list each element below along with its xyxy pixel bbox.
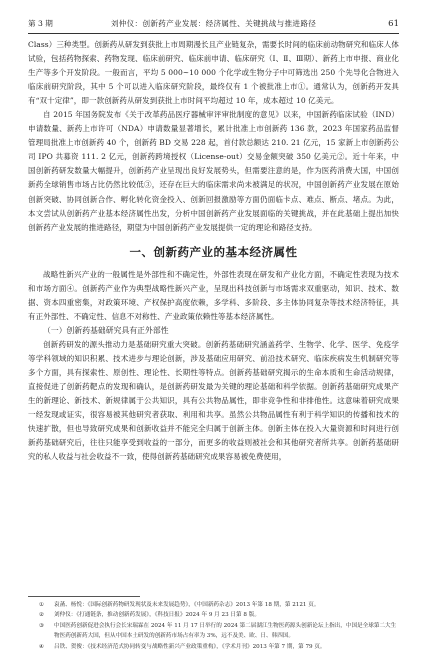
footnote-text: 刘仲仪：《打通链条，推动创新药发展》，《科技日报》2024 年 9 月 23 日第 8 版。 [54, 612, 260, 619]
subsection-heading: （一）创新药基础研究具有正外部性 [43, 325, 169, 335]
running-title: 刘仲仪：创新药产业发展：经济属性、关键挑战与推进路径 [110, 19, 317, 28]
footnotes [28, 600, 399, 652]
paragraph: Class）三种类型。创新药从研发到获批上市周期漫长且产业链复杂，需要长时间的临床前动物研究和临床人体试验，包括药物探索、药物发现、临床前研究、临床前申请、临床研究（Ⅰ、Ⅱ、Ⅲ期）、新药上市申报、商业化生产等多个开发阶段。一般而言，平均 5 000~10 000 个化学或生物分子中可筛选出 250 个先导化合物进入临床前研究阶段，其中 5 个可以进入临床研究阶段，最终仅有 1 个被批准上市①。通常认为，创新药开发具有“双十定律”，即一款创新药从研发到获批上市时间平均超过 10 年，成本超过 10 亿美元。 [28, 40, 399, 106]
header-rule [28, 33, 399, 34]
footnote-mark: ① [39, 602, 45, 608]
running-header [28, 17, 399, 31]
footnote [28, 610, 399, 620]
issue-number: 第 3 期 [28, 19, 53, 28]
footnote-text: 中国医药创新促进会执行会长宋瑞霖在 2024 年 11 月 17 日举行的 2024 第二届湖江生物医药源头创新论坛上指出，中国是全球第二大生物医药创新药大国，但从中国本土研发的创新药市场占有率为 3%，远不及美、欧、日、韩四国。 [54, 622, 397, 640]
section-heading: 一、创新药产业的基本经济属性 [129, 244, 298, 259]
paragraph: 战略性新兴产业的一般属性是外部性和不确定性，外部性表现在研发和产业化方面，不确定性表现为技术和市场方面④。创新药产业作为典型战略性新兴产业，呈现出科技创新与市场需求双重驱动，知识、技术、数据、资本四重密集，对政策环境、产权保护高度依赖，多学科、多阶段、多主体协同复杂等技术经济特征，具有正外部性、不确定性、信息不对称性、产业政策依赖性等基本经济属性。 [28, 269, 399, 321]
footnote-mark: ③ [39, 622, 45, 629]
footnote-mark: ② [39, 612, 45, 619]
article-body [28, 38, 399, 464]
page-number: 61 [388, 19, 399, 29]
footnote-rule [28, 596, 140, 597]
paragraph: 自 2015 年国务院发布《关于改革药品医疗器械审评审批制度的意见》以来，中国新药临床试验（IND）申请数量、新药上市许可（NDA）申请数量显著增长，累计批准上市创新药 136 款，2023 年国家药品监督管理局批准上市创新药 40 个，创新药 BD 交易 228 起，首付款总额达 210. 21 亿元，15 家新上市创新药公司 IPO 共募资 111. 2 亿元，创新药跨境授权（License-out）交易金额突破 350 亿美元②。近十年来，中国创新药研发数量大幅提升，创新药产业呈现出良好发展势头，但需要注意的是，作为医药消费大国，中国创新药全球销售市场占比仍然比较低③，还存在巨大的临床需求尚未被满足的状况，中国创新药产业发展在原始创新突破、协同创新合作、孵化转化资金投入、创新回报激励等方面仍面临卡点、难点、断点、堵点。为此，本文尝试从创新药产业基本经济属性出发，分析中国创新药产业发展面临的关键挑战，并在此基础上提出加快创新药产业发展的推进路径，期望为中国创新药产业发展提供一定的理论和路径支持。 [28, 110, 399, 232]
footnote [28, 600, 399, 610]
footnote [28, 642, 399, 652]
footnote-mark: ④ [39, 643, 45, 650]
footnote-text: 袁菡、杨悦：《国际创新药物研发现状及未来发展趋势》，《中国新药杂志》2013 年第 18 期，第 2121 页。 [54, 602, 320, 608]
footnote [28, 621, 399, 642]
paragraph: 创新药研发的源头推动力是基础研究重大突破。创新药基础研究涵盖药学、生物学、化学、医学、免疫学等学科领域的知识积累、技术进步与理论创新，涉及基础应用研究、前沿技术研究、临床疾病发生机制研究等多个方面，具有探索性、原创性、理论性、长期性等特点。创新药基础研究揭示的生命本质和生命活动规律，直接促进了创新药靶点的发现和确认，是创新药研发最为关键的理论基础和科学依据。创新药基础研究成果产生的新理论、新技术、新规律属于公共知识，具有公共物品属性，即非竞争性和非排他性。这意味着研究成果一经发现或证实，很容易被其他研究者获取、利用和共享。虽然公共物品属性有利于科学知识的传播和技术的快速扩散，但也导致研究成果和创新收益并不能完全归属于创新主体。创新主体在投入大量资源和时间进行创新药基础研究后，往往只能享受到收益的一部分，而更多的收益则被社会和其他研究者所共享。创新药基础研究的私人收益与社会收益不一致，使得创新药基础研究成果容易被免费使用， [28, 339, 399, 462]
footnote-text: 吕铁、贺俊：《技术经济范式协同转变与战略性新兴产业政策重构》，《学术月刊》2013 年第 7 期，第 79 页。 [54, 643, 326, 650]
